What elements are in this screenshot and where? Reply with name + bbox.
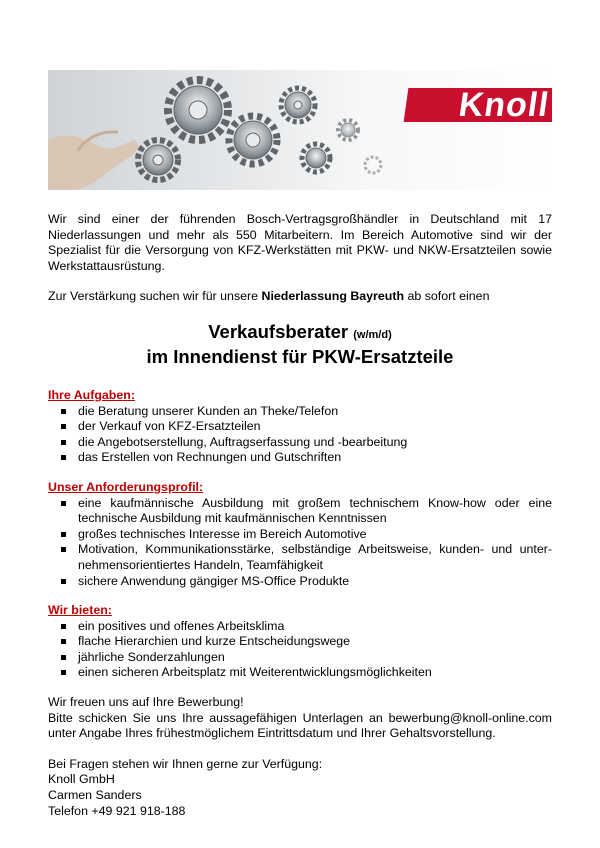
job-title-block	[48, 321, 552, 368]
list-item: das Erstellen von Rechnungen und Gutschriften	[48, 450, 552, 466]
lead-sentence	[48, 289, 552, 305]
gender-note: (w/m/d)	[353, 328, 392, 341]
list-item: flache Hierarchien und kurze Entscheidungswege	[48, 634, 552, 650]
job-title: Verkaufsberater	[208, 320, 349, 342]
tasks-heading: Ihre Aufgaben:	[48, 387, 135, 402]
job-subtitle: im Innendienst für PKW-Ersatzteile	[146, 345, 454, 367]
company-intro: Wir sind einer der führenden Bosch-Vertragsgroßhändler in Deutschland mit 17 Niederlassungen und mehr als 550 Mitarbeitern. Im Bereich Automotive sind wir der Spezialist für die Versorgung von KFZ-Werkstätten mit PKW- und NKW-Ersatzteilen sowie Werkstattausrüstung.	[48, 212, 552, 273]
list-item: Motivation, Kommunikationsstärke, selbständige Arbeitsweise, kunden- und unter-nehmensorientiertes Handeln, Teamfähigkeit	[48, 542, 552, 573]
tasks-list	[48, 404, 552, 466]
contact-person: Carmen Sanders	[48, 788, 142, 803]
list-item: eine kaufmännische Ausbildung mit großem technischem Know-how oder eine technische Ausbildung mit kaufmännischen Kenntnissen	[48, 496, 552, 527]
contact-company: Knoll GmbH	[48, 772, 115, 787]
job-posting	[48, 212, 552, 819]
list-item: die Angebotserstellung, Auftragserfassung und -bearbeitung	[48, 435, 552, 451]
list-item: sichere Anwendung gängiger MS-Office Produkte	[48, 574, 552, 590]
knoll-logo: Knoll	[404, 88, 552, 122]
list-item: großes technisches Interesse im Bereich Automotive	[48, 527, 552, 543]
offers-list	[48, 619, 552, 681]
list-item: ein positives und offenes Arbeitsklima	[48, 619, 552, 635]
requirements-heading: Unser Anforderungsprofil:	[48, 479, 204, 494]
offers-heading: Wir bieten:	[48, 603, 112, 618]
requirements-list	[48, 496, 552, 590]
closing-line: Wir freuen uns auf Ihre Bewerbung!	[48, 695, 244, 710]
list-item: der Verkauf von KFZ-Ersatzteilen	[48, 419, 552, 435]
contact-intro: Bei Fragen stehen wir Ihnen gerne zur Verfügung:	[48, 756, 323, 771]
application-instructions: Bitte schicken Sie uns Ihre aussagefähigen Unterlagen an bewerbung@knoll-online.com unter Angabe Ihres frühestmöglichem Eintrittsdatum und Ihrer Gehaltsvorstellung.	[48, 710, 552, 741]
header-banner	[48, 70, 552, 190]
list-item: die Beratung unserer Kunden an Theke/Telefon	[48, 404, 552, 420]
lead-after: ab sofort einen	[404, 289, 490, 304]
location-name: Niederlassung Bayreuth	[261, 289, 405, 304]
contact-phone: Telefon +49 921 918-188	[48, 803, 186, 818]
lead-before: Zur Verstärkung suchen wir für unsere	[48, 289, 262, 304]
list-item: einen sicheren Arbeitsplatz mit Weiterentwicklungsmöglichkeiten	[48, 665, 552, 681]
list-item: jährliche Sonderzahlungen	[48, 650, 552, 666]
